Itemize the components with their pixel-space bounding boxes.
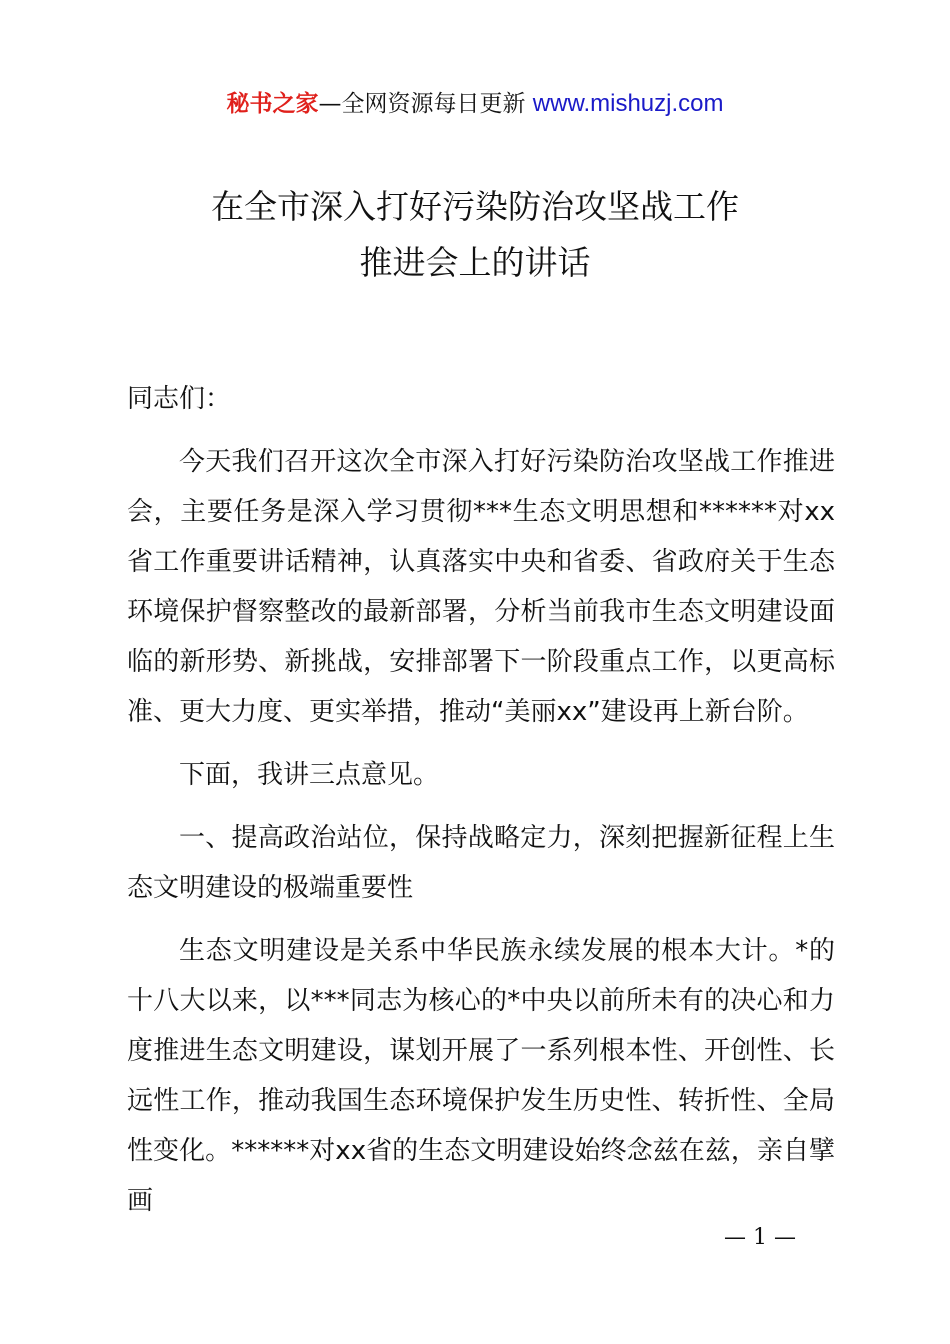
- brand-name: 秘书之家: [226, 91, 319, 117]
- page-number: — 1 —: [724, 1225, 796, 1250]
- title-line-1: 在全市深入打好污染防治攻坚战工作: [211, 187, 739, 226]
- paragraph-outline: 下面，我讲三点意见。: [179, 760, 440, 790]
- document-body: [127, 374, 835, 1239]
- document-title: [0, 182, 950, 288]
- site-url[interactable]: www.mishuzj.com: [532, 90, 724, 117]
- paragraph-intro: 今天我们召开这次全市深入打好污染防治攻坚战工作推进会，主要任务是深入学习贯彻***生态文明思想和******对xx省工作重要讲话精神，认真落实中央和省委、省政府关于生态环境保护督察整改的最新部署，分析当前我市生态文明建设面临的新形势、新挑战，安排部署下一阶段重点工作，以更高标准、更大力度、更实举措，推动“美丽xx”建设再上新台阶。: [127, 447, 835, 727]
- section-heading-1: 一、提高政治站位，保持战略定力，深刻把握新征程上生态文明建设的极端重要性: [127, 823, 835, 903]
- site-header: [0, 86, 950, 122]
- paragraph-section-1: 生态文明建设是关系中华民族永续发展的根本大计。*的十八大以来，以***同志为核心的*中央以前所未有的决心和力度推进生态文明建设，谋划开展了一系列根本性、开创性、长远性工作，推动我国生态环境保护发生历史性、转折性、全局性变化。******对xx省的生态文明建设始终念兹在兹，亲自擘画: [127, 936, 835, 1216]
- greeting: 同志们：: [127, 384, 232, 414]
- title-line-2: 推进会上的讲话: [359, 243, 591, 282]
- header-slogan: —全网资源每日更新: [318, 91, 533, 117]
